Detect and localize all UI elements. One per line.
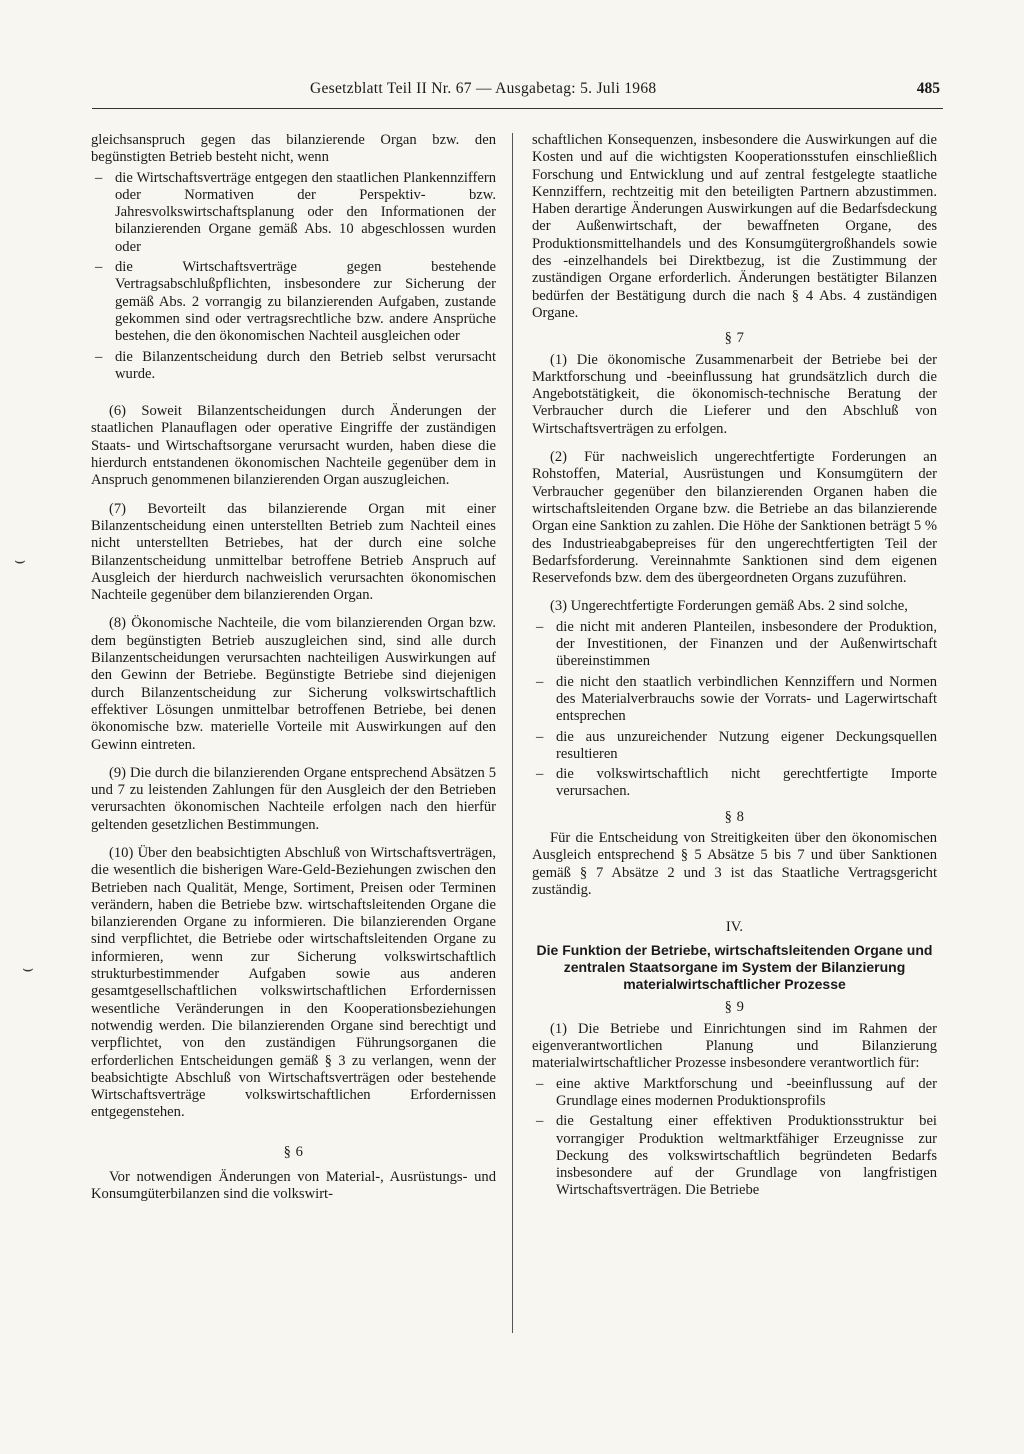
paragraph-8: (8) Ökonomische Nachteile, die vom bilanzierenden Organ bzw. dem begünstigten Betrieb auszugleichen sind, sind alle durch Bilanzentscheidungen verursachten nachteiligen Auswirkungen auf den Gewinn der Betriebe. Begünstigte Betriebe sind diejenigen durch Bilanzentscheidung zur Sicherung volkswirtschaftlich effektiver Lösungen unmittelbar betroffenen Betriebe, bei denen ökonomische bzw. materielle Vorteile mit Auswirkungen auf den Gewinn eintreten. (91, 615, 496, 753)
section-7-paragraph-3: (3) Ungerechtfertigte Forderungen gemäß Abs. 2 sind solche, (550, 598, 908, 615)
paragraph-10: (10) Über den beabsichtigten Abschluß von Wirtschaftsverträgen, die wesentlich die bisherigen Ware-Geld-Beziehungen zwischen den Betrieben nach Qualität, Menge, Sortiment, Preisen oder Terminen verändern, haben die Betriebe bzw. wirtschaftsleitenden Organe die bilanzierenden Organe zu informieren. Die bilanzierenden Organe sind verpflichtet, die Betriebe oder wirtschaftsleitenden Organe zu informieren, wenn zur Sicherung volkswirtschaftlich strukturbestimmender Aufgaben sowie aus anderen gesamtgesellschaftlichen volkswirtschaftlichen Erfordernissen wesentliche Veränderungen in den Kooperationsbeziehungen notwendig werden. Die bilanzierenden Organe sind berechtigt und verpflichtet, von den zuständigen Führungsorganen die erforderlichen Entscheidungen gemäß § 3 zu verlangen, wenn der beabsichtigte Abschluß von Wirtschaftsverträgen oder bestehende Wirtschaftsverträge volkswirtschaftlichen Erfordernissen entgegenstehen. (91, 844, 496, 1121)
left-column (91, 132, 496, 1204)
section-6-heading: § 6 (283, 1143, 304, 1160)
header-rule (92, 108, 943, 109)
header-title: Gesetzblatt Teil II Nr. 67 — Ausgabetag: 5. Juli 1968 (310, 80, 657, 97)
list-item: – die aus unzureichender Nutzung eigener Deckungsquellen resultieren (532, 729, 937, 764)
paragraph-9: (9) Die durch die bilanzierenden Organe entsprechend Absätzen 5 und 7 zu leistenden Zahlungen für den Ausgleich der den Betrieben verursachten ökonomischen Nachteile erfolgen nach den hierfür geltenden gesetzlichen Bestimmungen. (91, 764, 496, 833)
paragraph-6: (6) Soweit Bilanzentscheidungen durch Änderungen der staatlichen Planauflagen oder operative Eingriffe der zuständigen Staats- und Wirtschaftsorgane verursacht wurden, haben diese die hierdurch entstandenen ökonomischen Nachteile gegenüber dem in Anspruch genommenen bilanzierenden Organ auszugleichen. (91, 403, 496, 489)
right-column (532, 132, 937, 1200)
section-6-text: Vor notwendigen Änderungen von Material-, Ausrüstungs- und Konsumgüterbilanzen sind die volkswirt- (91, 1169, 496, 1203)
section-8-text: Für die Entscheidung von Streitigkeiten über den ökonomischen Ausgleich entsprechend § 5 Absätze 5 bis 7 und über Sanktionen gemäß § 7 Absätze 2 und 3 ist das Staatliche Vertragsgericht zuständig. (532, 829, 937, 898)
list-item: – eine aktive Marktforschung und -beeinflussung auf der Grundlage eines modernen Produktionsprofils (532, 1076, 937, 1111)
list-item: – die nicht den staatlich verbindlichen Kennziffern und Normen des Materialverbrauchs sowie der Vorrats- und Lagerwirtschaft entsprechen (532, 674, 937, 726)
paragraph-7: (7) Bevorteilt das bilanzierende Organ mit einer Bilanzentscheidung einen unterstellten Betrieb zum Nachteil eines nicht unterstellten Betriebes, hat der durch eine solche Bilanzentscheidung unmittelbar betroffene Betrieb Anspruch auf Ausgleich der hierdurch nachweislich verursachten ökonomischen Nachteile gegenüber dem bilanzierenden Organ. (91, 500, 496, 604)
section-8-heading: § 8 (724, 808, 745, 825)
page-number: 485 (916, 80, 940, 97)
list-item: – die nicht mit anderen Planteilen, insbesondere der Produktion, der Investitionen, der Finanzen und der Außenwirtschaft übereinstimmen (532, 619, 937, 671)
responsibilities-list (532, 1076, 937, 1200)
section-9-heading: § 9 (724, 999, 745, 1016)
section-7-paragraph-2: (2) Für nachweislich ungerechtfertigte Forderungen an Rohstoffen, Material, Ausrüstungen und Konsumgütern der Verbraucher gegenüber den bilanzierenden Organen haben die wirtschaftsleitenden Organe bzw. die Betriebe an das bilanzierende Organ eine Sanktion zu zahlen. Die Höhe der Sanktionen beträgt 5 % des Industrieabgabepreises für den ungerechtfertigten Teil der Bedarfsforderung. Vereinnahmte Sanktionen sind dem eigenen Reservefonds bzw. dem des übergeordneten Organs zuzuführen. (532, 449, 937, 587)
unjustified-demands-list (532, 619, 937, 801)
list-item: – die Wirtschaftsverträge gegen bestehende Vertragsabschlußpflichten, insbesondere zur Sicherung der gemäß Abs. 2 vorrangig zu bilanzierenden Aufgaben, zustande gekommen sind oder vertragsrechtliche bzw. andere Ansprüche bestehen, die den ökonomischen Nachteil ausgleichen oder (91, 259, 496, 345)
page-header (92, 78, 942, 102)
list-item: – die volkswirtschaftlich nicht gerechtfertigte Importe verursachen. (532, 766, 937, 801)
intro-paragraph: gleichsanspruch gegen das bilanzierende Organ bzw. den begünstigten Betrieb besteht nicht, wenn (91, 132, 496, 166)
part-4-numeral: IV. (725, 919, 744, 936)
list-item: – die Bilanzentscheidung durch den Betrieb selbst verursacht wurde. (91, 349, 496, 384)
section-7-heading: § 7 (724, 330, 745, 347)
margin-mark-icon: ⌣ (14, 550, 26, 570)
list-item: – die Wirtschaftsverträge entgegen den staatlichen Plankennziffern oder Normativen der Perspektiv- bzw. Jahresvolkswirtschaftsplanung oder den Informationen der bilanzierenden Organe gemäß Abs. 10 abgeschlossen wurden oder (91, 170, 496, 256)
section-9-paragraph-1: (1) Die Betriebe und Einrichtungen sind im Rahmen der eigenverantwortlichen Planung und Bilanzierung materialwirtschaftlicher Prozesse insbesondere verantwortlich für: (532, 1020, 937, 1072)
continued-paragraph: schaftlichen Konsequenzen, insbesondere die Auswirkungen auf die Kosten und auf die wichtigsten Kooperationsstufen einschließlich Forschung und Entwicklung und auf zentral festgelegte staatliche Kennziffern, rechtzeitig mit den beteiligten Partnern abzustimmen. Haben derartige Änderungen Auswirkungen auf die Bedarfsdeckung der Außenwirtschaft, der bewaffneten Organe, des Produktionsmittelhandels und des Konsumgütergroßhandels sowie des -einzelhandels bei Direktbezug, ist die Zustimmung der zuständigen Organe erforderlich. Änderungen bestätigter Bilanzen bedürfen der Bestätigung durch die nach § 4 Abs. 4 zuständigen Organe. (532, 132, 937, 321)
column-divider (512, 133, 513, 1333)
exception-list (91, 170, 496, 384)
section-7-paragraph-1: (1) Die ökonomische Zusammenarbeit der Betriebe bei der Marktforschung und -beeinflussung hat grundsätzlich durch die Angebotstätigkeit, die ökonomisch-technische Beratung der Verbraucher durch die Lieferer und den Abschluß von Wirtschaftsverträgen zu erfolgen. (532, 351, 937, 437)
margin-mark-icon: ⌣ (22, 958, 34, 978)
list-item: – die Gestaltung einer effektiven Produktionsstruktur bei vorrangiger Produktion weltmarktfähiger Erzeugnisse zur Deckung des volkswirtschaftlich begründeten Bedarfs insbesondere auf der Grundlage von langfristigen Wirtschaftsverträgen. Die Betriebe (532, 1113, 937, 1199)
part-4-heading: Die Funktion der Betriebe, wirtschaftsleitenden Organe und zentralen Staatsorgane im System der Bilanzierung materialwirtschaftlicher Prozesse (536, 942, 933, 993)
